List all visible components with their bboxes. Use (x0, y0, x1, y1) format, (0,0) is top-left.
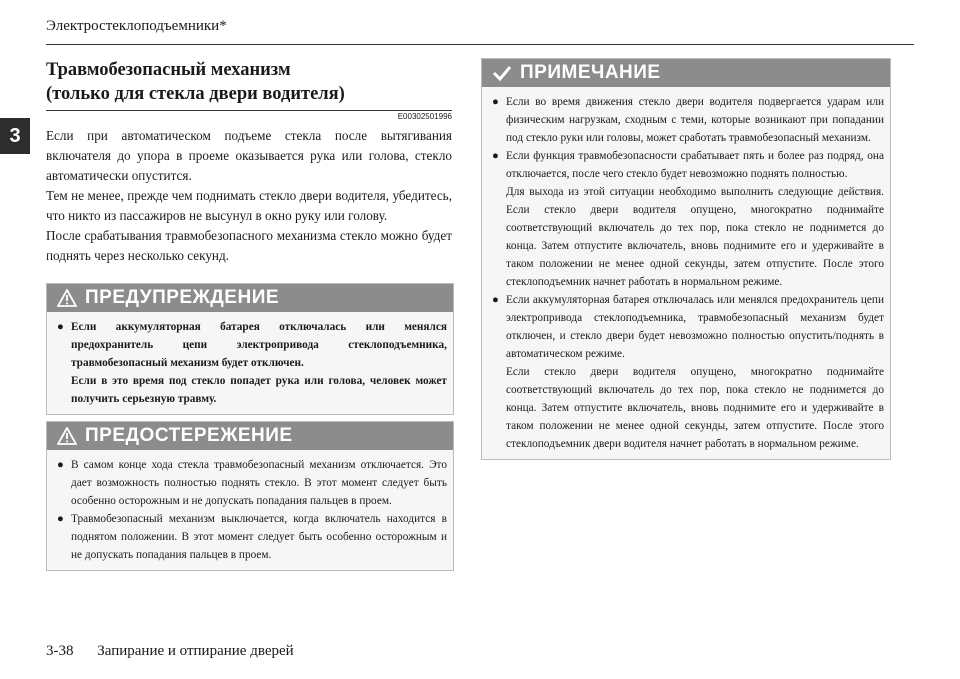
warning-body (47, 312, 453, 414)
section-heading-line2: (только для стекла двери водителя) (46, 84, 345, 104)
caution-body (47, 450, 453, 570)
warning-header (47, 284, 453, 312)
body-paragraph: Если при автоматическом подъеме стекла после вытягивания включателя до упора в проеме оказывается рука или голова, стекло автоматически опустится. (46, 128, 452, 183)
caution-box (46, 421, 454, 571)
body-paragraph: Тем не менее, прежде чем поднимать стекло двери водителя, убедитесь, что никто из пассажиров не высунул в окно руку или голову. (46, 188, 452, 223)
list-item (492, 291, 884, 453)
header-divider (46, 44, 914, 45)
caution-triangle-icon (57, 427, 77, 445)
bullet-icon: ● (492, 150, 499, 162)
item-text: Если в это время под стекло попадет рука или голова, человек может получить серьезную травму. (71, 375, 447, 405)
warning-title: ПРЕДУПРЕЖДЕНИЕ (85, 287, 280, 308)
list-item (57, 510, 447, 564)
running-header: Электростеклоподъемники* (46, 18, 227, 34)
note-box (481, 58, 891, 460)
note-title: ПРИМЕЧАНИЕ (520, 62, 661, 83)
bullet-icon: ● (57, 459, 64, 471)
note-header (482, 59, 890, 87)
chapter-tab: 3 (0, 118, 30, 154)
bullet-icon: ● (492, 294, 499, 306)
note-body (482, 87, 890, 459)
section-body (46, 126, 452, 266)
item-text: Если функция травмобезопасности срабатывает пять и более раз подряд, она отключается, после чего стекло будет невозможно поднять полностью. (506, 150, 884, 180)
item-text: В самом конце хода стекла травмобезопасный механизм отключается. Это дает возможность полностью поднять стекло. В этот момент следует быть особенно осторожным и не допускать попадания пальцев в проем. (71, 459, 447, 507)
caution-title: ПРЕДОСТЕРЕЖЕНИЕ (85, 425, 293, 446)
section-divider (46, 110, 452, 111)
bullet-icon: ● (492, 96, 499, 108)
bullet-icon: ● (57, 513, 64, 525)
footer-chapter-title: Запирание и отпирание дверей (97, 643, 294, 659)
item-text: Травмобезопасный механизм выключается, когда включатель находится в поднятом положении. В этот момент следует быть особенно осторожным и не допускать попадания пальцев в проем. (71, 513, 447, 561)
body-paragraph: После срабатывания травмобезопасного механизма стекло можно будет поднять через несколько секунд. (46, 228, 452, 263)
list-item (57, 456, 447, 510)
section-code: E00302501996 (397, 112, 452, 121)
warning-triangle-icon (57, 289, 77, 307)
list-item (492, 147, 884, 291)
section-heading (46, 58, 452, 106)
checkmark-icon (492, 64, 512, 82)
page-number: 3-38 (46, 643, 74, 659)
caution-header (47, 422, 453, 450)
item-text: Если аккумуляторная батарея отключалась или менялся предохранитель цепи электропривода стеклоподъемника, травмобезопасный механизм будет отключен. (71, 321, 447, 369)
item-text: Если стекло двери водителя опущено, многократно поднимайте соответствующий включатель до тех пор, пока стекло не поднимется до конца. Затем отпустите включатель, вновь поднимите его и удерживайте в таком положении не менее одной секунды, затем отпустите. После этого стеклоподъемник двери водителя начнет работать в нормальном режиме. (506, 366, 884, 450)
list-item (57, 318, 447, 408)
list-item (492, 93, 884, 147)
item-text: Если во время движения стекло двери водителя подвергается ударам или физическим нагрузкам, сходным с теми, которые возникают при попадании под стекло руки или головы, может сработать травмобезопасный механизм. (506, 96, 884, 144)
page-footer (46, 643, 294, 660)
item-text: Для выхода из этой ситуации необходимо выполнить следующие действия. Если стекло двери водителя опущено, многократно поднимайте соответствующий включатель до тех пор, пока стекло не поднимется до конца. Затем отпустите включатель, вновь поднимите его и удерживайте в таком положении не менее одной секунды, затем отпустите. После этого стеклоподъемник начнет работать в нормальном режиме. (506, 186, 884, 288)
section-heading-line1: Травмобезопасный механизм (46, 60, 291, 80)
warning-box (46, 283, 454, 415)
item-text: Если аккумуляторная батарея отключалась или менялся предохранитель цепи электропривода стеклоподъемника, травмобезопасный механизм будет отключен, и стекло двери будет невозможно полностью опустить/поднять в автоматическом режиме. (506, 294, 884, 360)
bullet-icon: ● (57, 321, 64, 333)
